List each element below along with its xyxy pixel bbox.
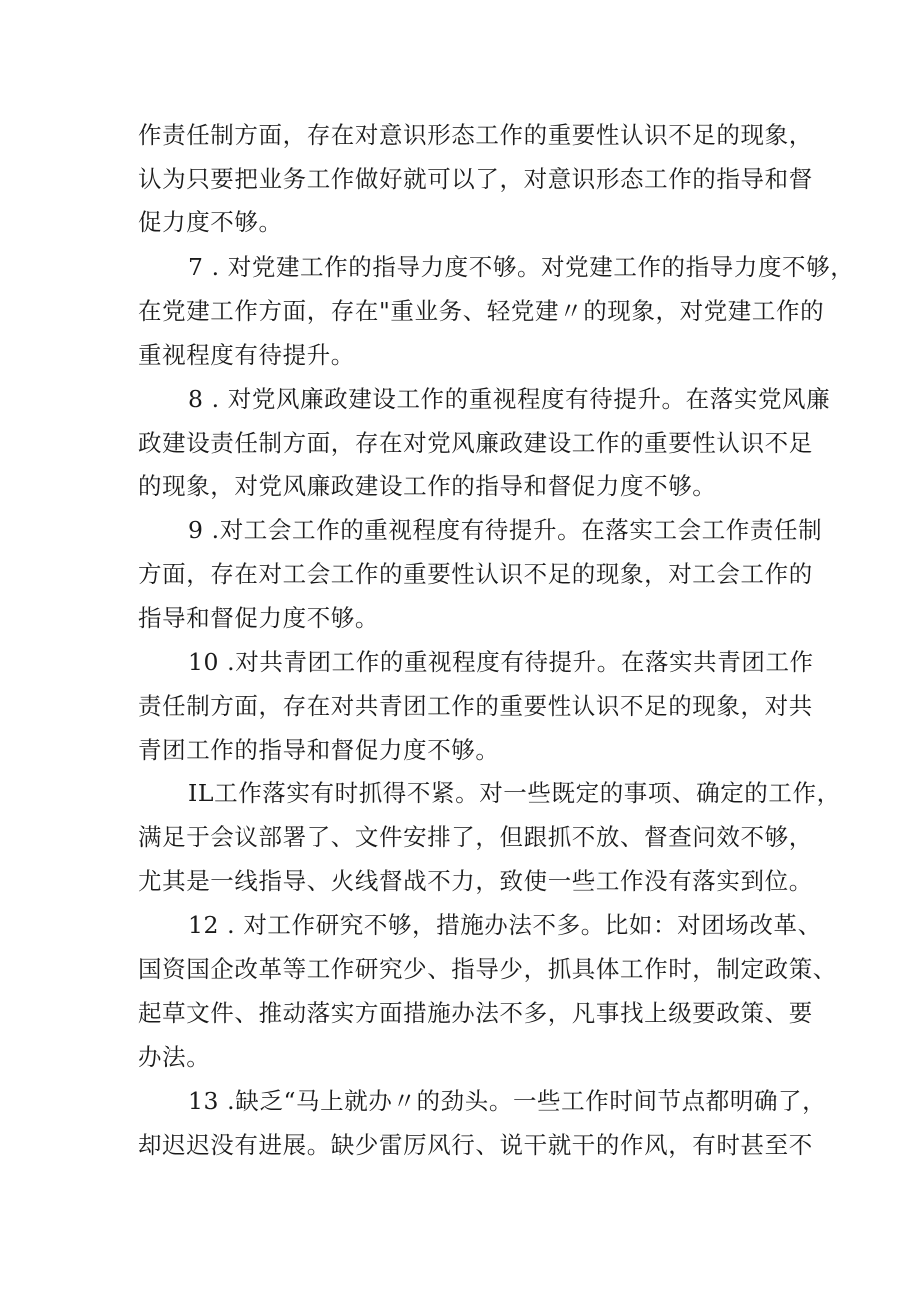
text-line: 尤其是一线指导、火线督战不力，致使一些工作没有落实到位。 [138, 867, 813, 895]
text-line: IL工作落实有时抓得不紧。对一些既定的事项、确定的工作， [188, 779, 841, 807]
text-line: 重视程度有待提升。 [138, 341, 355, 369]
text-line: 在党建工作方面，存在"重业务、轻党建〃的现象，对党建工作的 [138, 297, 825, 325]
text-line: 办法。 [138, 1043, 211, 1071]
text-line: 13 .缺乏“马上就办〃的劲头。一些工作时间节点都明确了， [188, 1087, 827, 1115]
text-line: 9 .对工会工作的重视程度有待提升。在落实工会工作责任制 [188, 516, 823, 544]
text-line: 满足于会议部署了、文件安排了，但跟抓不放、督查问效不够， [138, 823, 813, 851]
text-line: 10 .对共青团工作的重视程度有待提升。在落实共青团工作 [188, 648, 814, 676]
text-line: 的现象，对党风廉政建设工作的指导和督促力度不够。 [138, 472, 717, 500]
text-line: 国资国企改革等工作研究少、指导少，抓具体工作时，制定政策、 [138, 955, 837, 983]
text-line: 方面，存在对工会工作的重要性认识不足的现象，对工会工作的 [138, 560, 813, 588]
text-line: 8 . 对党风廉政建设工作的重视程度有待提升。在落实党风廉 [188, 385, 831, 413]
text-line: 责任制方面，存在对共青团工作的重要性认识不足的现象，对共 [138, 692, 813, 720]
text-line: 政建设责任制方面，存在对党风廉政建设工作的重要性认识不足 [138, 429, 813, 457]
text-line: 12 . 对工作研究不够，措施办法不多。比如：对团场改革、 [188, 911, 822, 939]
text-line: 7 . 对党建工作的指导力度不够。对党建工作的指导力度不够， [188, 253, 855, 281]
text-line: 起草文件、推动落实方面措施办法不多，凡事找上级要政策、要 [138, 999, 813, 1027]
text-line: 指导和督促力度不够。 [138, 604, 379, 632]
text-line: 却迟迟没有进展。缺少雷厉风行、说干就干的作风，有时甚至不 [138, 1131, 813, 1159]
text-line: 促力度不够。 [138, 208, 283, 236]
text-line: 认为只要把业务工作做好就可以了，对意识形态工作的指导和督 [138, 165, 813, 193]
text-line: 作责任制方面，存在对意识形态工作的重要性认识不足的现象， [138, 121, 813, 149]
text-line: 青团工作的指导和督促力度不够。 [138, 736, 500, 764]
